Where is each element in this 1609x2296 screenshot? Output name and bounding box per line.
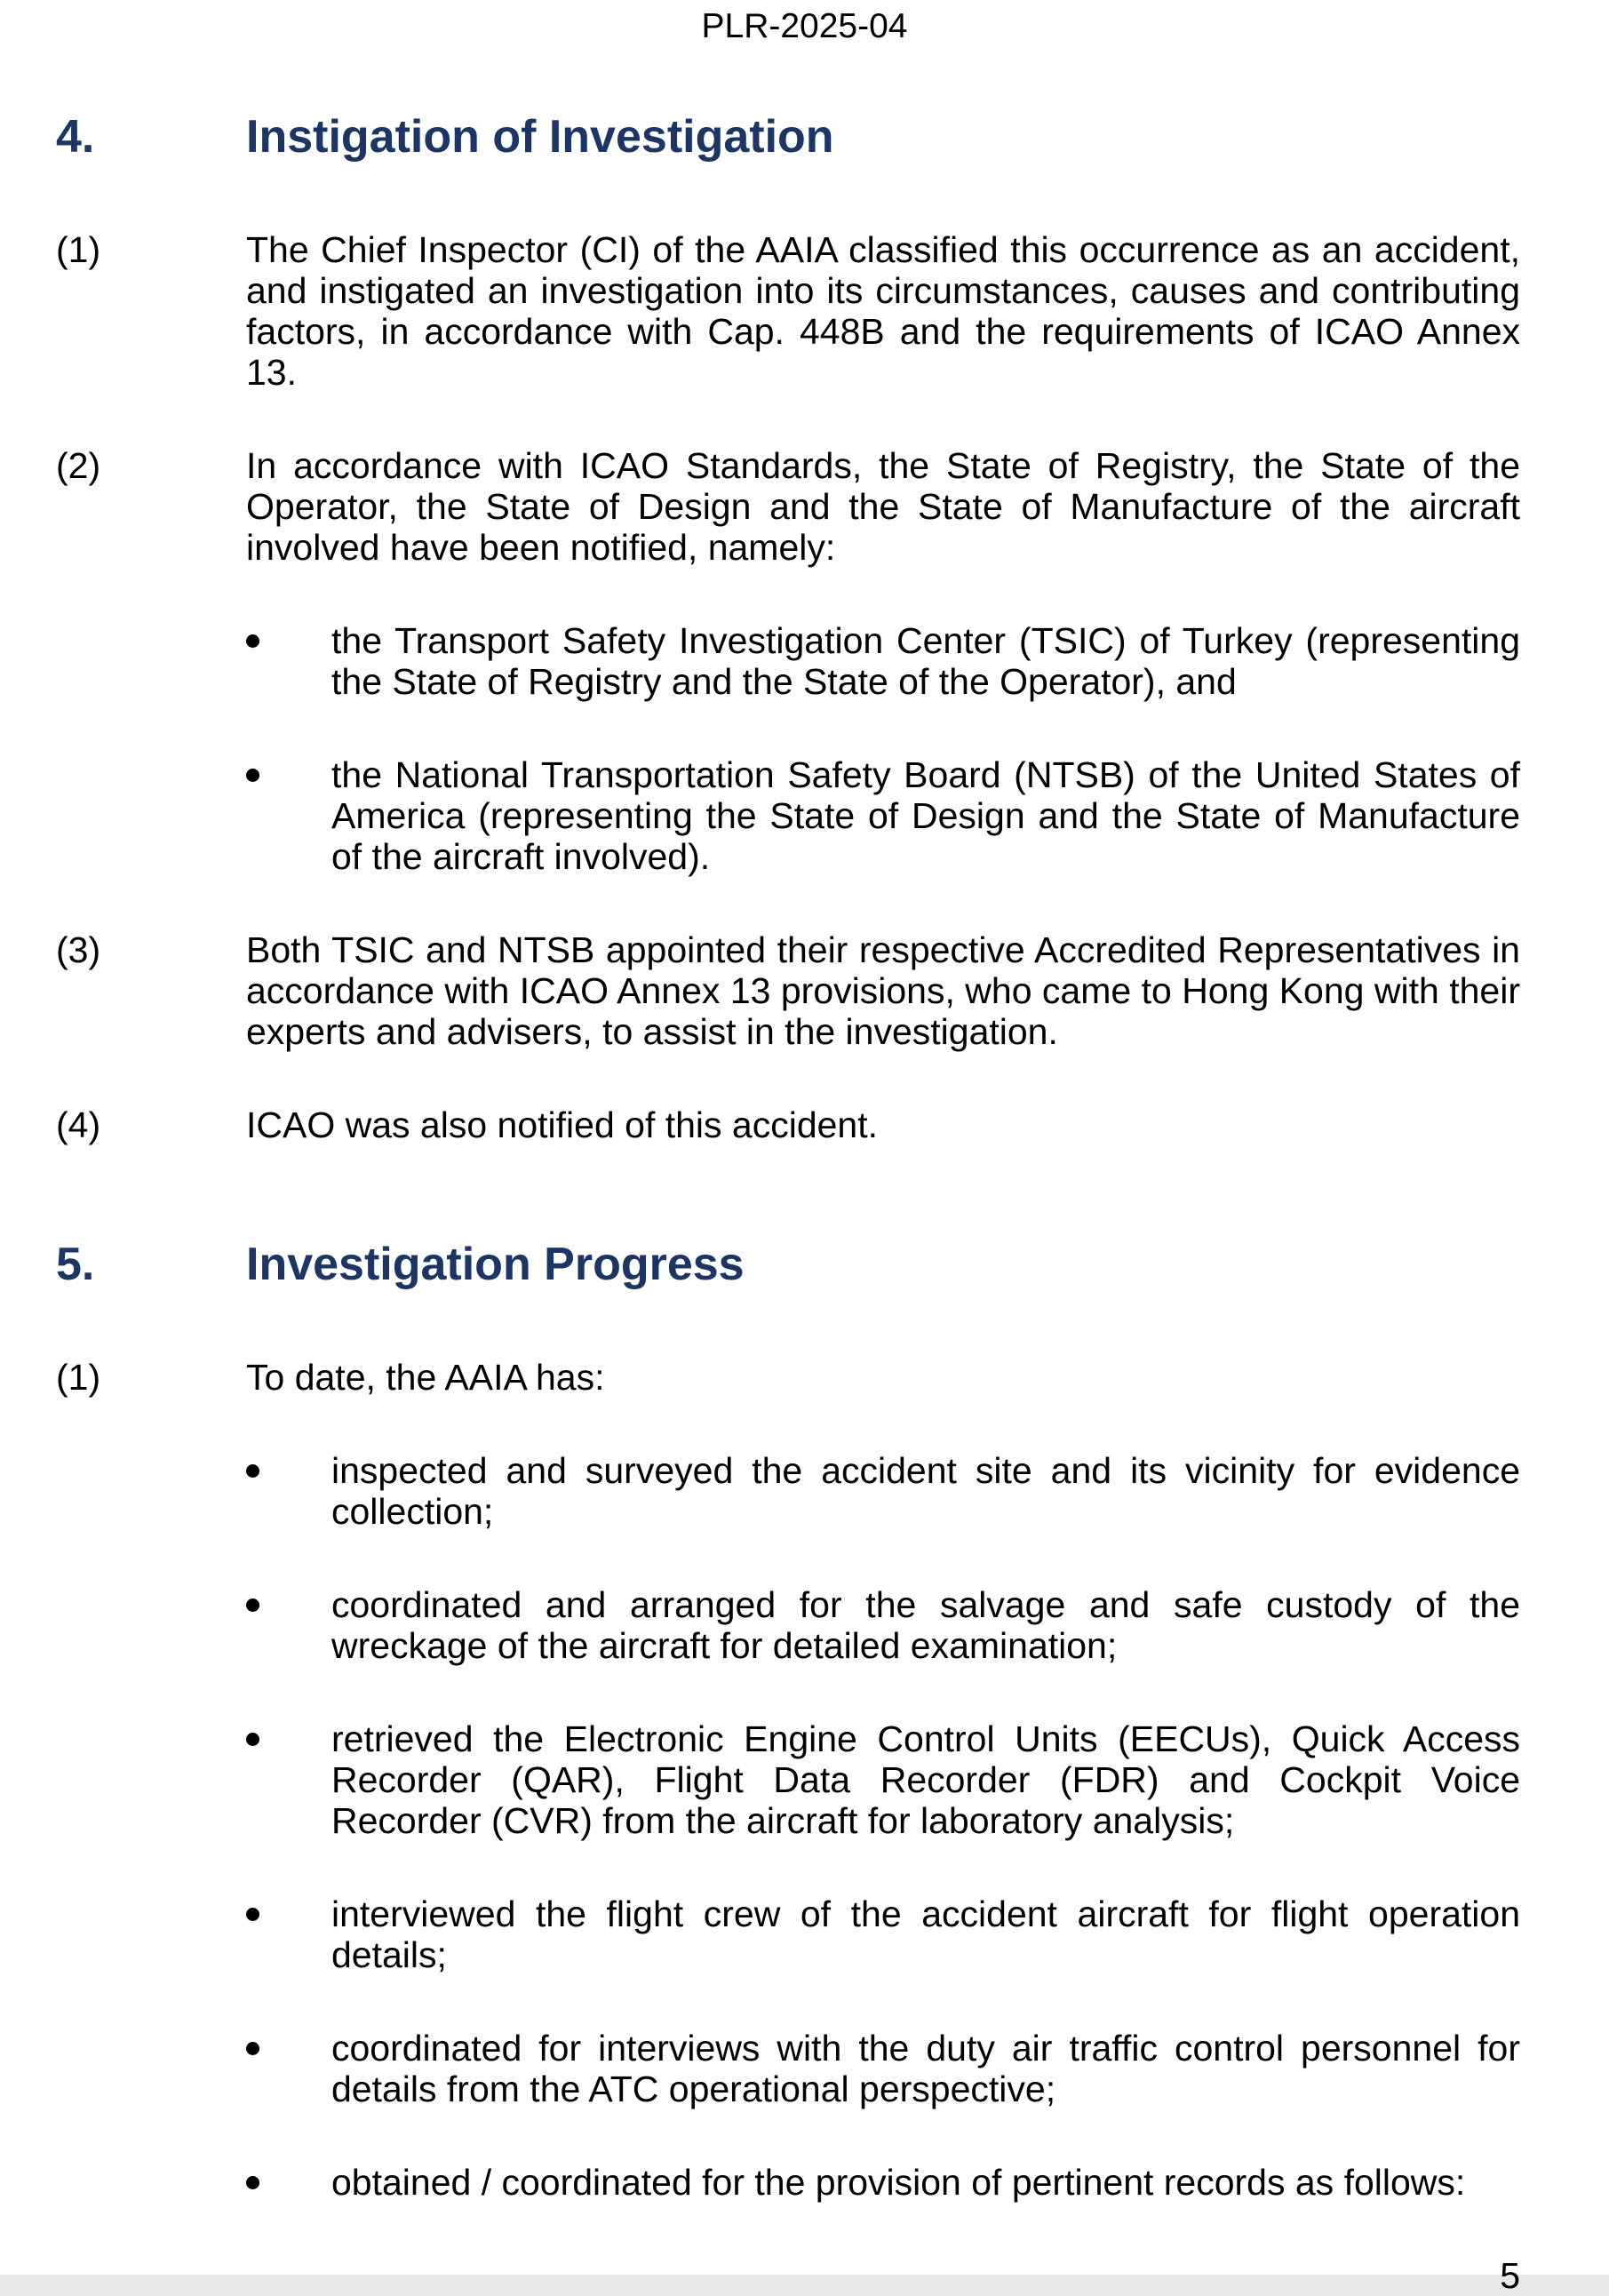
gutter <box>56 2028 246 2109</box>
section-5-heading <box>0 1239 1609 1290</box>
bullet-icon <box>246 1584 331 1666</box>
bullet-item <box>0 2028 1609 2109</box>
section-4-title: Instigation of Investigation <box>246 111 834 163</box>
bullet-item <box>0 1893 1609 1975</box>
section-4-heading <box>0 111 1609 163</box>
paragraph <box>0 445 1609 568</box>
gutter <box>56 1584 246 1666</box>
bullet-text: interviewed the flight crew of the accident aircraft for flight operation details; <box>331 1893 1520 1975</box>
bullet-icon <box>246 1450 331 1532</box>
bullet-item <box>0 620 1609 702</box>
bullet-icon <box>246 1893 331 1975</box>
bullet-item <box>0 1450 1609 1532</box>
paragraph-label: (1) <box>56 229 101 270</box>
gutter <box>56 620 246 702</box>
bullet-text: coordinated for interviews with the duty air traffic control personnel for details from the ATC operational perspective; <box>331 2028 1520 2109</box>
gutter <box>56 1718 246 1841</box>
paragraph-text: ICAO was also notified of this accident. <box>246 1104 879 1145</box>
bullet-icon <box>246 2028 331 2109</box>
section-5-title: Investigation Progress <box>246 1239 745 1290</box>
paragraph-text: The Chief Inspector (CI) of the AAIA classified this occurrence as an accident, and instigated an investigation into its circumstances, causes and contributing factors, in accordance with Cap. 448B and the requirements of ICAO Annex 13. <box>246 229 1520 393</box>
bullet-text: retrieved the Electronic Engine Control Units (EECUs), Quick Access Recorder (QAR), Flight Data Recorder (FDR) and Cockpit Voice Recorder (CVR) from the aircraft for laboratory analysis; <box>331 1718 1520 1841</box>
gutter <box>56 1893 246 1975</box>
section-5-number: 5. <box>56 1239 95 1290</box>
paragraph <box>0 929 1609 1052</box>
paragraph-text: In accordance with ICAO Standards, the State of Registry, the State of the Operator, the State of Design and the State of Manufacture of the aircraft involved have been notified, namely: <box>246 445 1520 568</box>
bullet-item <box>0 1584 1609 1666</box>
bullet-icon <box>246 1718 331 1841</box>
paragraph-text: To date, the AAIA has: <box>246 1357 605 1398</box>
bullet-icon <box>246 2162 331 2203</box>
bullet-item <box>0 2162 1609 2203</box>
bullet-icon <box>246 754 331 877</box>
bullet-item <box>0 754 1609 877</box>
paragraph <box>0 1357 1609 1398</box>
section-4-number: 4. <box>56 111 95 163</box>
gutter <box>56 2162 246 2203</box>
paragraph <box>0 1104 1609 1145</box>
paragraph-label: (1) <box>56 1357 101 1398</box>
document-ref: PLR-2025-04 <box>701 7 908 45</box>
bullet-icon <box>246 620 331 702</box>
page-number: 5 <box>1500 2255 1520 2296</box>
bullet-item <box>0 1718 1609 1841</box>
gutter <box>56 754 246 877</box>
paragraph <box>0 229 1609 393</box>
bullet-text: the National Transportation Safety Board (NTSB) of the United States of America (representing the State of Design and the State of Manufacture of the aircraft involved). <box>331 754 1520 877</box>
paragraph-label: (4) <box>56 1104 101 1145</box>
paragraph-text: Both TSIC and NTSB appointed their respective Accredited Representatives in accordance with ICAO Annex 13 provisions, who came to Hong Kong with their experts and advisers, to assist in the investigation. <box>246 929 1520 1052</box>
bullet-text: inspected and surveyed the accident site and its vicinity for evidence collection; <box>331 1450 1520 1532</box>
bullet-text: the Transport Safety Investigation Center (TSIC) of Turkey (representing the State of Registry and the State of the Operator), and <box>331 620 1520 702</box>
bullet-text: coordinated and arranged for the salvage and safe custody of the wreckage of the aircraft for detailed examination; <box>331 1584 1520 1666</box>
paragraph-label: (3) <box>56 929 101 970</box>
gutter <box>56 1450 246 1532</box>
paragraph-label: (2) <box>56 445 101 486</box>
bullet-text: obtained / coordinated for the provision of pertinent records as follows: <box>331 2162 1466 2203</box>
